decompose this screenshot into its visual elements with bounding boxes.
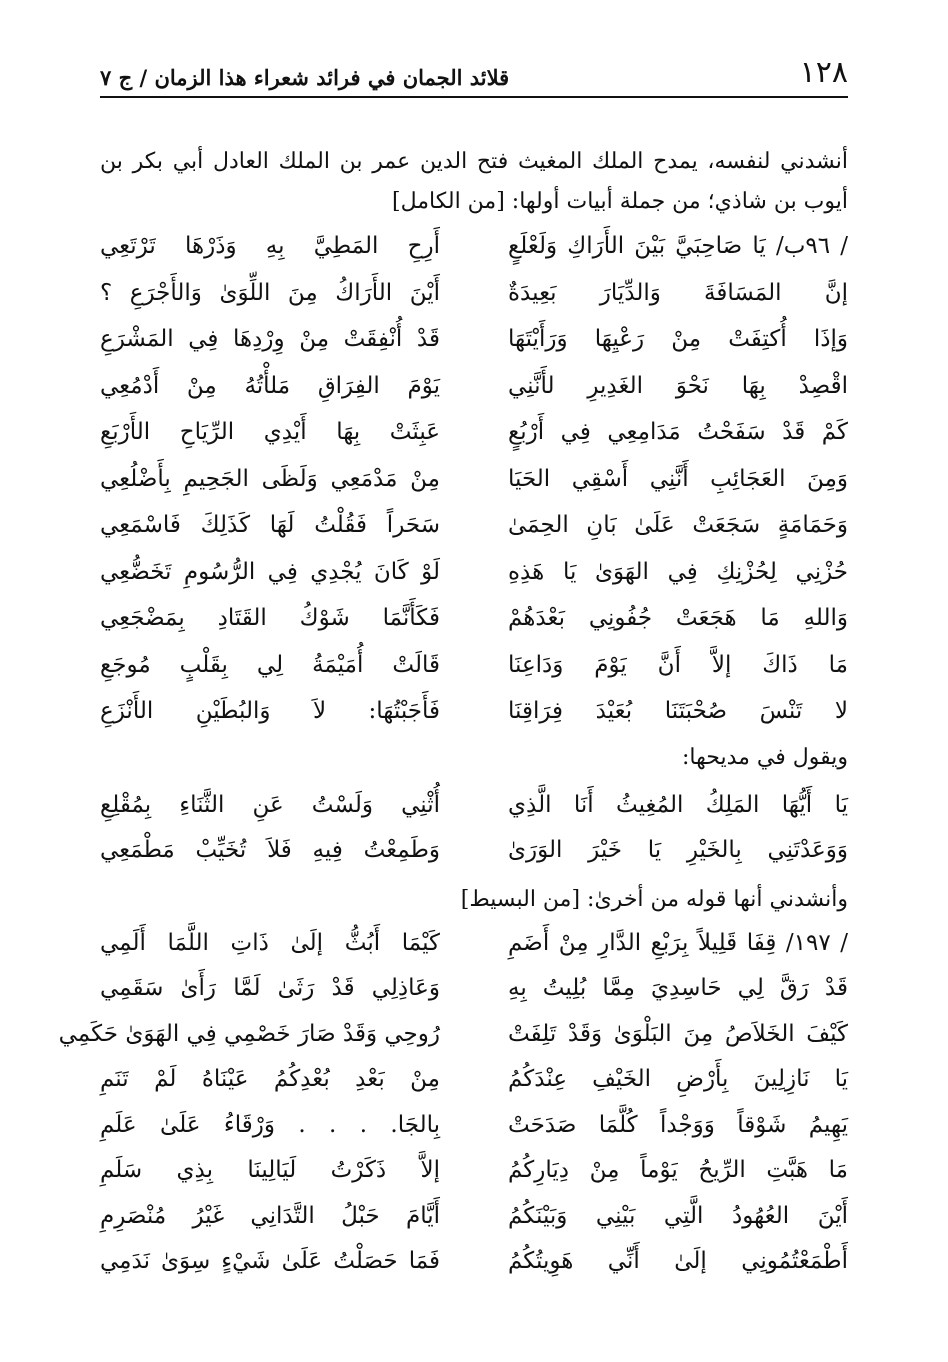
- first-hemistich: يَهِيمُ شَوْقاً وَوَجْداً كُلَّمَا صَدَحَتْ: [508, 1111, 848, 1138]
- intro-3-text: وأنشدني أنها قوله من أخرىٰ:: [587, 887, 848, 912]
- verse: [100, 688, 848, 735]
- first-hemistich: أَيْنَ العُهُودُ الَّتِي بَيْنِي وَبَيْنَكُمُ: [508, 1202, 848, 1229]
- second-hemistich: عَبِثَتْ بِهَا أَيْدِي الرِّيَاحِ الأَرْبَعِ: [100, 419, 440, 446]
- verse: [100, 920, 848, 966]
- first-hemistich: مَا ذَاكَ إلاَّ أَنَّ يَوْمَ وَدَاعِنَا: [508, 651, 848, 678]
- verse: [100, 502, 848, 549]
- first-hemistich: وَوَعَدْتَنِي بِالخَيْرِ يَا خَيْرَ الوَرَىٰ: [508, 837, 848, 864]
- verse: [100, 642, 848, 689]
- second-hemistich: رُوحِي وَقَدْ صَارَ خَصْمِي فِي الهَوَىٰ حَكَمِي: [58, 1020, 440, 1047]
- verse: [100, 1102, 848, 1148]
- second-hemistich: أَرِحِ المَطِيَّ بِهِ وَذَرْهَا تَرْتَعِي: [100, 233, 440, 260]
- first-hemistich: وَاللهِ مَا هَجَعَتْ جُفُونِي بَعْدَهُمْ: [508, 605, 848, 632]
- verse: [100, 456, 848, 503]
- first-hemistich: / ١٩٧/ قِفَا قَلِيلاً بِرَبْعِ الدَّارِ مِنْ أَضَمِ: [508, 929, 848, 956]
- verse: [100, 1193, 848, 1239]
- first-hemistich: أَطْمَعْتُمُونِي إلَىٰ أَنِّي هَوِيتُكُمُ: [508, 1248, 848, 1275]
- intro-paragraph-3: [100, 880, 848, 920]
- second-hemistich: قَالَتْ أُمَيْمَةُ لِي بِقَلْبٍ مُوجَعِ: [100, 651, 440, 678]
- verse: [100, 223, 848, 270]
- first-hemistich: وَحَمَامَةٍ سَجَعَتْ عَلَىٰ بَانِ الحِمَىٰ: [508, 512, 848, 539]
- first-hemistich: وَمِنَ العَجَائِبِ أَنَّنِي أَسْقِي الحَيَا: [508, 465, 848, 492]
- verse: [100, 1239, 848, 1285]
- first-hemistich: قَدْ رَقَّ لِي حَاسِدِيَ مِمَّا بُلِيتُ بِهِ: [508, 975, 848, 1002]
- second-hemistich: وَطَمِعْتُ فِيهِ فَلاَ تُخَيِّبْ مَطْمَعِي: [100, 837, 440, 864]
- second-hemistich: فَمَا حَصَلْتُ عَلَىٰ شَيْءٍ سِوَىٰ نَدَمِي: [100, 1248, 440, 1275]
- second-hemistich: أُثْنِي وَلَسْتُ عَنِ الثَّنَاءِ بِمُقْلِعِ: [100, 791, 440, 818]
- verse: [100, 966, 848, 1012]
- second-hemistich: أَيْنَ الأَرَاكُ مِنَ اللِّوَىٰ وَالأَجْرَعِ ؟: [100, 279, 440, 306]
- second-hemistich: وَعَاذِلِي قَدْ رَثَىٰ لَمَّا رَأَىٰ سَقَمِي: [100, 975, 440, 1002]
- verse: [100, 270, 848, 317]
- verse: [58, 1011, 848, 1057]
- meter-label-kamil: [من الكامل]: [391, 189, 505, 214]
- first-hemistich: / ٩٦ب/ يَا صَاحِبَيَّ بَيْنَ الأَرَاكِ وَلَعْلَعٍ: [508, 233, 848, 260]
- verse: [100, 595, 848, 642]
- second-hemistich: قَدْ أُنْفِقَتْ مِنْ وِرْدِهَا فِي المَشْرَعِ: [100, 326, 440, 353]
- first-hemistich: كَمْ قَدْ سَفَحْتُ مَدَامِعِي فِي أَرْبُعٍ: [508, 419, 848, 446]
- verse: [100, 828, 848, 874]
- second-hemistich: فَكَأَنَّمَا شَوْكُ القَتَادِ بِمَضْجَعِي: [100, 605, 440, 632]
- second-hemistich: أَيَّامَ حَبْلُ التَّدَانِي غَيْرُ مُنْصَرِمِ: [100, 1202, 440, 1229]
- verse: [100, 782, 848, 828]
- intro-2-text: ويقول في مديحها:: [682, 745, 848, 770]
- first-hemistich: يَا نَازِلِينَ بِأَرْضِ الخَيْفِ عِنْدَكُمُ: [508, 1066, 848, 1093]
- intro-paragraph-1: [100, 142, 848, 222]
- first-hemistich: يَا أَيُّهَا المَلِكُ المُغِيثُ أَنَا الَّذِي: [508, 791, 848, 818]
- page-header: [100, 48, 848, 98]
- first-hemistich: اقْصِدْ بِهَا نَحْوَ الغَدِيرِ لأَنَّنِي: [508, 372, 848, 399]
- first-hemistich: كَيْفَ الخَلاَصُ مِنَ البَلْوَىٰ وَقَدْ تَلِفَتْ: [508, 1020, 848, 1047]
- second-hemistich: يَوْمَ الفِرَاقِ مَلأْتُهُ مِنْ أَدْمُعِي: [100, 372, 440, 399]
- first-hemistich: مَا هَبَّتِ الرِّيحُ يَوْماً مِنْ دِيَارِكُمُ: [508, 1157, 848, 1184]
- verse: [100, 1057, 848, 1103]
- intro-paragraph-2: [100, 738, 848, 778]
- first-hemistich: وَإذَا أُكتِفَتْ مِنْ رَعْيِهَا وَرَأَيْتَهَا: [508, 326, 848, 353]
- second-hemistich: لَوْ كَانَ يُجْدِي فِي الرُّسُومِ تَخَضُّعِي: [100, 558, 440, 585]
- second-hemistich: مِنْ مَدْمَعِي وَلَظَى الجَحِيمِ بِأَضْلُعِي: [100, 465, 440, 492]
- poem-kamil: [100, 223, 848, 735]
- meter-label-basit: [من البسيط]: [460, 887, 581, 912]
- second-hemistich: بِالجَا. . . . وَرْقَاءُ عَلَىٰ عَلَمِ: [100, 1111, 440, 1138]
- first-hemistich: إنَّ المَسَافَةَ وَالدِّيَارَ بَعِيدَةٌ: [508, 279, 848, 306]
- first-hemistich: لا تَنْسَ صُحْبَتَنَا بُعَيْدَ فِرَاقِنَا: [508, 698, 848, 725]
- verse: [100, 316, 848, 363]
- first-hemistich: حُزْنِي لِحُزْنِكِ فِي الهَوَىٰ يَا هَذِهِ: [508, 558, 848, 585]
- second-hemistich: سَحَراً فَقُلْتُ لَهَا كَذَلِكَ فَاسْمَعِي: [100, 512, 440, 539]
- verse: [100, 409, 848, 456]
- page-number: ١٢٨: [799, 55, 848, 90]
- intro-1-text: أنشدني لنفسه، يمدح الملك المغيث فتح الدين عمر بن الملك العادل أبي بكر بن أيوب بن شاذي؛ من جملة أبيات أولها:: [100, 149, 848, 214]
- second-hemistich: فَأَجَبْتُهَا: لاَ وَالبُطَيْنِ الأَنْزَعِ: [100, 698, 440, 725]
- running-title: قلائد الجمان في فرائد شعراء هذا الزمان / ج ٧: [100, 65, 510, 90]
- second-hemistich: كَيْمَا أَبُثُّ إلَىٰ ذَاتِ اللَّمَا أَلَمِي: [100, 929, 440, 956]
- poem-basit: [58, 920, 848, 1284]
- poem-praise: [100, 782, 848, 873]
- second-hemistich: إلاَّ ذَكَرْتُ لَيَالِينَا بِذِي سَلَمِ: [100, 1157, 440, 1184]
- verse: [100, 1148, 848, 1194]
- verse: [100, 363, 848, 410]
- second-hemistich: مِنْ بَعْدِ بُعْدِكُمُ عَيْنَاهُ لَمْ تَنَمِ: [100, 1066, 440, 1093]
- verse: [100, 549, 848, 596]
